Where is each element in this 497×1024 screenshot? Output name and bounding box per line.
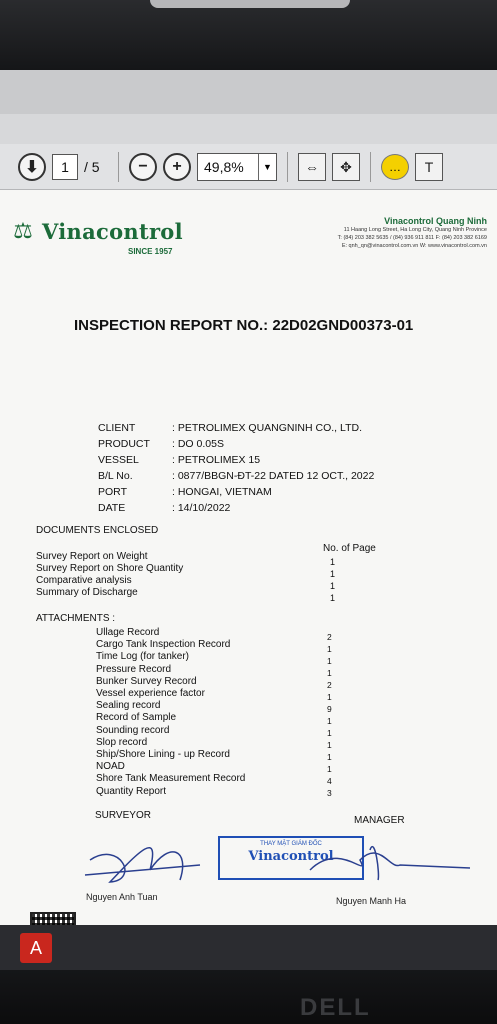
info-key: VESSEL — [98, 454, 139, 466]
page-count: 1 — [330, 581, 336, 591]
page-count: 1 — [327, 692, 332, 702]
info-row — [98, 438, 374, 454]
manager-label: MANAGER — [354, 815, 405, 826]
info-value: : PETROLIMEX 15 — [172, 454, 261, 466]
attachments-page-counts — [327, 631, 332, 799]
attachments-label: ATTACHMENTS : — [36, 613, 116, 624]
pdf-reader-icon[interactable] — [20, 933, 52, 963]
scales-icon: ⚖ — [13, 218, 33, 243]
list-item: Survey Report on Weight — [36, 551, 148, 562]
page-count: 1 — [330, 557, 336, 567]
info-row — [98, 486, 374, 502]
next-page-button[interactable] — [18, 153, 46, 181]
list-item: Pressure Record — [96, 663, 172, 675]
list-item: Sounding record — [96, 724, 170, 736]
zoom-out-icon: − — [138, 157, 148, 175]
down-arrow-icon: ⬇ — [25, 158, 39, 176]
list-item: Vessel experience factor — [96, 688, 205, 700]
surveyor-signature — [80, 820, 210, 890]
zoom-out-button[interactable] — [129, 153, 157, 181]
page-number-input[interactable]: 1 — [52, 154, 78, 180]
list-item: Record of Sample — [96, 712, 177, 724]
no-of-page-label: No. of Page — [323, 543, 376, 554]
office-name: Vinacontrol Quang Ninh — [384, 216, 487, 226]
surveyor-label: SURVEYOR — [95, 810, 151, 821]
info-row — [98, 454, 374, 470]
page-count: 1 — [327, 764, 332, 774]
manager-signature — [300, 830, 480, 890]
typewriter-button[interactable] — [415, 153, 443, 181]
page-count: 1 — [327, 644, 332, 654]
list-item: Sealing record — [96, 700, 161, 712]
page-count: 1 — [327, 740, 332, 750]
list-item: NOAD — [96, 761, 125, 773]
list-item: Comparative analysis — [36, 575, 132, 586]
info-value: : 0877/BBGN-ĐT-22 DATED 12 OCT., 2022 — [172, 470, 375, 482]
ceiling-light-reflection — [150, 0, 350, 8]
office-phone: T: (84) 203 382 5635 / (84) 936 911 811 F: (84) 203 382 6169 — [337, 235, 487, 241]
zoom-in-icon: + — [172, 157, 182, 175]
monitor-bezel-top — [0, 0, 497, 70]
list-item: Shore Tank Measurement Record — [96, 773, 246, 785]
list-item: Bunker Survey Record — [96, 675, 197, 687]
toolbar-separator — [370, 152, 371, 182]
comment-icon: … — [389, 159, 401, 174]
page-count: 1 — [327, 728, 332, 738]
logo-since: SINCE 1957 — [128, 247, 173, 256]
surveyor-name: Nguyen Anh Tuan — [86, 892, 158, 902]
info-key: DATE — [98, 502, 126, 514]
documents-list — [36, 551, 183, 599]
report-title: INSPECTION REPORT NO.: 22D02GND00373-01 — [74, 317, 414, 334]
zoom-select[interactable] — [197, 153, 277, 181]
info-value: : DO 0.05S — [172, 438, 224, 450]
page-count: 2 — [327, 632, 332, 642]
monitor-brand-logo: DELL — [300, 994, 371, 1021]
info-key: B/L No. — [98, 470, 133, 482]
list-item: Ship/Shore Lining - up Record — [96, 749, 230, 761]
page-count: 1 — [327, 752, 332, 762]
list-item: Slop record — [96, 736, 148, 748]
monitor-bezel-bottom — [0, 970, 497, 1024]
info-row — [98, 470, 374, 486]
page-count: 2 — [327, 680, 332, 690]
list-item: Cargo Tank Inspection Record — [96, 639, 231, 651]
list-item: Ullage Record — [96, 627, 160, 638]
stamp-name: Vinacontrol — [248, 849, 334, 864]
toolbar-separator — [118, 152, 119, 182]
page-count: 1 — [327, 716, 332, 726]
typewriter-icon: T — [424, 158, 434, 175]
report-info — [98, 422, 374, 518]
manager-name: Nguyen Manh Ha — [336, 896, 407, 906]
fit-page-icon: ✥ — [340, 158, 352, 175]
documents-page-counts — [330, 556, 335, 604]
fit-width-icon: ⇔ — [305, 158, 319, 175]
page-count: 9 — [327, 704, 332, 714]
info-key: CLIENT — [98, 422, 136, 434]
office-block — [277, 216, 487, 250]
list-item: Time Log (for tanker) — [96, 651, 189, 663]
logo-text: Vinacontrol — [42, 218, 183, 244]
stamp-top-text: THAY MẶT GIÁM ĐỐC — [260, 841, 322, 847]
chevron-down-icon[interactable]: ▼ — [258, 154, 276, 180]
comment-button[interactable] — [381, 154, 409, 180]
page-count: 1 — [330, 569, 336, 579]
info-key: PRODUCT — [98, 438, 150, 450]
screen — [0, 70, 497, 970]
window-titlebar — [0, 70, 497, 114]
zoom-value: 49,8% — [204, 158, 244, 175]
pdf-toolbar — [0, 144, 497, 190]
list-item: Survey Report on Shore Quantity — [36, 563, 184, 574]
info-value: : 14/10/2022 — [172, 502, 231, 514]
toolbar-separator — [287, 152, 288, 182]
attachments-list — [96, 627, 245, 798]
page-count: 1 — [327, 668, 332, 678]
info-value: : PETROLIMEX QUANGNINH CO., LTD. — [172, 422, 362, 434]
page-count: 1 — [327, 656, 332, 666]
office-address: 11 Haang Long Street, Ha Long City, Quang Ninh Province — [343, 227, 487, 233]
list-item: Quantity Report — [96, 785, 167, 797]
pdf-page — [0, 190, 497, 925]
taskbar — [0, 925, 497, 970]
list-item: Summary of Discharge — [36, 587, 138, 598]
pdf-icon-glyph: A — [29, 938, 42, 958]
zoom-in-button[interactable] — [163, 153, 191, 181]
office-email: E: qnh_qn@vinacontrol.com.vn W: www.vinacontrol.com.vn — [341, 243, 487, 249]
fit-width-button[interactable] — [298, 153, 326, 181]
documents-enclosed-label: DOCUMENTS ENCLOSED — [36, 525, 159, 536]
info-key: PORT — [98, 486, 127, 498]
info-row — [98, 422, 374, 438]
info-value: : HONGAI, VIETNAM — [172, 486, 272, 498]
page-count: 1 — [330, 593, 336, 603]
page-total: / 5 — [84, 158, 100, 175]
page-count: 4 — [327, 776, 332, 786]
page-count: 3 — [327, 788, 332, 798]
info-row — [98, 502, 374, 518]
vinacontrol-logo — [8, 218, 183, 244]
fit-page-button[interactable] — [332, 153, 360, 181]
